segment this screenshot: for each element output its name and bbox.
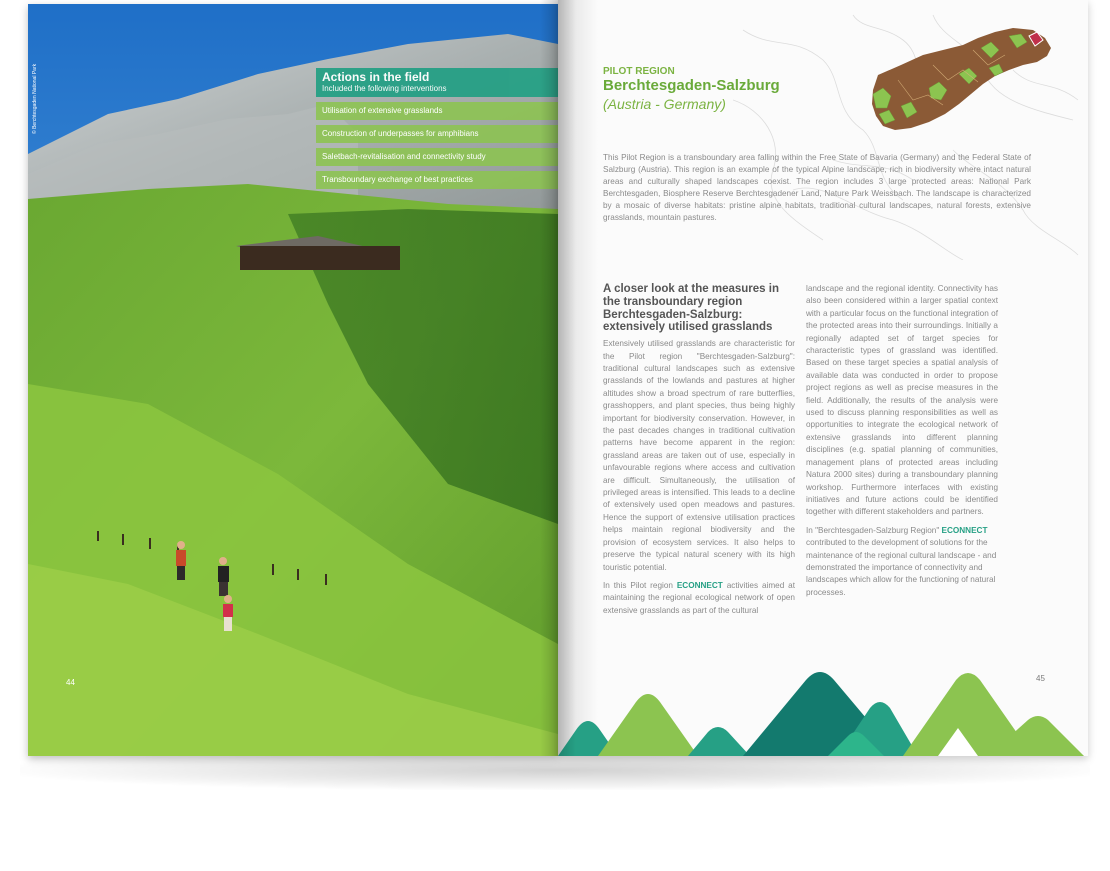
region-country: (Austria - Germany) <box>603 96 726 112</box>
actions-title: Actions in the field <box>322 70 430 84</box>
intro-paragraph: This Pilot Region is a transboundary area falling within the Free State of Bavaria (Germany) and the Federal State of Salzburg (Austria). This region is an example of the typical Alpine landscape, rich in biodiversity where intact natural areas and culturally shaped landscapes coexist. The region includes 3 large protected areas: National Park Berchtesgaden, Biosphere Reserve Berchtesgadener Land, Nature Park Weissbach. The landscape is characterized by a mosaic of diverse habitats: pristine alpine habitats, traditional cultural landscapes, natural forests, extensive grasslands, mountain pastures. <box>603 153 1031 222</box>
body-paragraph <box>806 525 998 599</box>
actions-panel <box>316 68 571 189</box>
action-item: Saletbach-revitalisation and connectivity study <box>316 148 566 166</box>
region-title: Berchtesgaden-Salzburg <box>603 77 780 94</box>
action-item: Transboundary exchange of best practices <box>316 171 566 189</box>
text-span: contributed to the development of solutions for the maintenance of the regional cultural landscape - and demonstrated the importance of connectivity and landscapes which allow for the functioning of natural processes. <box>806 538 997 597</box>
text-column-2 <box>806 283 998 605</box>
actions-subtitle: Included the following interventions <box>322 84 447 93</box>
right-page <box>558 0 1088 756</box>
actions-header <box>316 68 571 97</box>
action-item: Construction of underpasses for amphibians <box>316 125 566 143</box>
action-item: Utilisation of extensive grasslands <box>316 102 566 120</box>
econnect-brand: ECONNECT <box>676 580 723 590</box>
mountain-decoration <box>558 660 1088 756</box>
text-column-1 <box>603 283 795 623</box>
text-span: In this Pilot region <box>603 580 677 590</box>
section-heading: A closer look at the measures in the transboundary region Berchtesgaden-Salzburg: extensively utilised grasslands <box>603 283 779 334</box>
text-span: In "Berchtesgaden-Salzburg Region" <box>806 525 942 535</box>
body-paragraph: Extensively utilised grasslands are characteristic for the Pilot region "Berchtesgaden-Salzburg": traditional cultural landscapes such as extensive grasslands of the lowlands and pastures at higher altitudes show a broad spectrum of rare butterflies, grasshoppers, and plant species, thus being highly important for biodiversity conservation. However, in the past decades changes in traditional cultivation patterns have become apparent in the region: grassland areas are taken out of use, especially in unfavourable regions where access and cultivation are difficult. Simultaneously, the utilisation of privileged areas is intensified. This leads to a decline of extensively used open meadows and pastures. Hence the support of extensive utilisation practices helps maintain regional biodiversity and the provision of ecosystem services. It also helps to preserve the typical natural scenery with its high touristic potential. <box>603 339 795 572</box>
page-number-right: 45 <box>1036 674 1045 683</box>
pilot-region-label: PILOT REGION <box>603 66 675 77</box>
econnect-brand: ECONNECT <box>941 525 988 535</box>
page-number-left: 44 <box>66 678 75 687</box>
photo-credit: © Berchtesgaden National Park <box>32 63 38 134</box>
text-span: activities aimed at maintaining the regional ecological network of open extensive grasslands as part of the cultural <box>603 580 795 615</box>
body-paragraph <box>603 580 795 617</box>
book-shadow <box>20 750 1090 790</box>
body-paragraph: landscape and the regional identity. Connectivity has also been considered within a larger spatial context with a particular focus on the functional integration of the protected areas into their surroundings. Initially a regionally adapted set of target species for characteristic types of grassland was identified. Based on these target species a spatial analysis of available data was conducted in order to propose project regions as well as precise measures in the field. Additionally, the results of the analysis were used to discuss planning responsibilities as well as opportunities to integrate the ecological network of extensive grasslands into different planning disciplines (e.g. spatial planning of communities, management plans of protected areas including Natura 2000 sites) during a transboundary planning workshop. Furthermore interfaces with existing initiatives and future actions could be identified together with different stakeholders and partners. <box>806 284 998 517</box>
